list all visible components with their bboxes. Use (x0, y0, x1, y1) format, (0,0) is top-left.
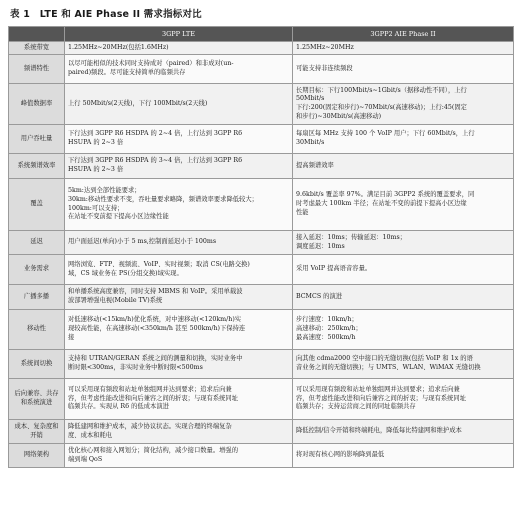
aie-cell (293, 444, 514, 468)
row-label: 网络架构 (9, 444, 65, 468)
lte-cell (65, 179, 293, 231)
aie-cell (293, 310, 514, 350)
lte-cell-line: 5km:达到全部性能要求； (68, 187, 141, 195)
aie-cell (293, 42, 514, 55)
lte-cell-line: 网络浏览、FTP、视频流、VoIP、实时视频；取消 CS(电路交换) (68, 260, 250, 268)
lte-cell-line: 用户面延迟(单向)小于 5 ms,控制面延迟小于 100ms (68, 238, 217, 246)
aie-cell-line: 9.6kbit/s 覆盖率 97%。满足目前 3GPP2 系统的覆盖要求，同 (296, 191, 475, 199)
aie-cell-line: 下行:200(固定和步行)~70Mbit/s(高速移动)；上行:45(固定 (296, 104, 467, 111)
table-row (9, 125, 514, 154)
aie-cell-line: 长期目标：下行100Mbit/s~1Gbit/s（据移动性不同），上行 (296, 86, 467, 94)
lte-cell-line: 支持和 UTRAN/GERAN 系统之间的测量和切换，实时业务中 (68, 355, 243, 363)
table-row (9, 42, 514, 55)
row-label: 频谱特性 (9, 55, 65, 84)
lte-cell-line: paired)频段。尽可能支持简单的临频共存 (68, 69, 186, 76)
row-label: 覆盖 (9, 179, 65, 231)
lte-cell-line: 可以采用现有频段和站址单独组网并达到要求；追求后向兼 (68, 385, 232, 393)
lte-cell-line: 优化核心网和接入网划分；简化结构，减少接口数量。增强的 (68, 446, 239, 454)
row-label: 系统频谱效率 (9, 154, 65, 179)
table-row (9, 84, 514, 125)
lte-cell-line: 30km:移动性要求不变，吞吐量要求略降，频谱效率要求降低较大； (68, 195, 258, 203)
aie-cell-line: 和步行)~30Mbit/s(高速移动) (296, 112, 382, 120)
table-row (9, 444, 514, 468)
lte-cell-line: 1.25MHz~20MHz(包括1.6MHz) (68, 43, 169, 51)
table-header-row (9, 27, 514, 42)
aie-cell-line: 将对现有核心网的影响降到最低 (296, 451, 385, 459)
table-row (9, 231, 514, 255)
aie-cell-line: 提高频谱效率 (296, 161, 334, 169)
lte-cell (65, 285, 293, 310)
column-header-blank (9, 27, 65, 42)
row-label: 系统带宽 (9, 42, 65, 55)
aie-cell (293, 379, 514, 420)
aie-cell-line: 降低控制/信令开销和终端耗电，降低每比特建网和维护成本 (296, 427, 462, 435)
lte-cell-line: 100km:可以支持； (68, 204, 124, 212)
column-header-aie: 3GPP2 AIE Phase II (293, 27, 514, 42)
aie-cell-line: BCMCS 的演进 (296, 292, 343, 300)
row-label: 用户吞吐量 (9, 125, 65, 154)
lte-cell-line: 和单播系统高度兼容，同时支持 MBMS 和 VoIP。采用单载波 (68, 288, 243, 296)
lte-cell (65, 154, 293, 179)
aie-cell-line: 50Mbit/s (296, 95, 325, 103)
aie-cell-line: 接入延迟：10ms；传输延迟：10ms； (296, 233, 406, 241)
aie-cell (293, 420, 514, 444)
table-row (9, 55, 514, 84)
table-caption: 表 1 LTE 和 AIE Phase II 需求指标对比 (10, 9, 202, 20)
row-label: 延迟 (9, 231, 65, 255)
lte-cell (65, 420, 293, 444)
row-label: 系统间切换 (9, 350, 65, 379)
aie-cell-line: 容，但考虑性能改进和向后兼容之间的折衷；与现有系统同址 (296, 394, 467, 402)
row-label: 移动性 (9, 310, 65, 350)
aie-cell-line: 30Mbit/s (296, 139, 325, 146)
lte-cell-line: 下行达到 3GPP R6 HSDPA 的 2~4 倍，上行达到 3GPP R6 (68, 130, 243, 138)
lte-cell-line: 度、成本和耗电 (68, 431, 113, 439)
comparison-table (8, 26, 514, 468)
table-row (9, 420, 514, 444)
aie-cell (293, 350, 514, 379)
aie-cell-line: 最高速度：500km/h (296, 333, 356, 341)
lte-cell (65, 42, 293, 55)
lte-cell-line: 下行达到 3GPP R6 HSDPA 的 3~4 倍，上行达到 3GPP R6 (68, 157, 243, 165)
aie-cell-line: 向其他 cdma2000 空中接口的无缝切换(包括 VoIP 和 1x 的语 (296, 355, 473, 363)
aie-cell-line: 高速移动：250km/h； (296, 325, 362, 333)
table-row (9, 350, 514, 379)
table-row (9, 379, 514, 420)
lte-cell (65, 125, 293, 154)
aie-cell (293, 231, 514, 255)
aie-cell-line: 临频共存；支持运营商之间的同址临频共存 (296, 403, 416, 411)
aie-cell (293, 285, 514, 310)
aie-cell (293, 255, 514, 285)
lte-cell-line: 域，CS 域业务在 PS(分组交换)域实现。 (68, 269, 183, 277)
row-label: 后向兼容、共存和系统演进 (9, 379, 65, 420)
aie-cell (293, 84, 514, 125)
row-label: 成本、复杂度和开销 (9, 420, 65, 444)
table-row (9, 154, 514, 179)
aie-cell-line: 可能支持非连续频段 (296, 64, 353, 72)
aie-cell-line: 每扇区每 MHz 支持 100 个 VoIP 用户；下行 60Mbit/s，上行 (296, 130, 475, 138)
lte-cell-line: 容，但考虑性能改进和向后兼容之间的折衷；与现有系统同址 (68, 394, 239, 402)
lte-cell-line: 上行 50Mbit/s(2天线)，下行 100Mbit/s(2天线) (68, 99, 208, 107)
aie-cell-line: 音业务之间的无缝切换)；与 UMTS、WLAN、WiMAX 无缝切换 (296, 364, 481, 371)
table-body (9, 42, 514, 468)
lte-cell (65, 310, 293, 350)
aie-cell (293, 125, 514, 154)
aie-cell (293, 154, 514, 179)
row-label: 峰值数据率 (9, 84, 65, 125)
lte-cell-line: 接 (68, 333, 75, 341)
lte-cell-line: 现较高性能，在高速移动(<350km/h 甚至 500km/h)下保持连 (68, 325, 246, 333)
aie-cell-line: 采用 VoIP 提高语音容量。 (296, 265, 372, 273)
lte-cell (65, 350, 293, 379)
aie-cell (293, 55, 514, 84)
table-row (9, 285, 514, 310)
lte-cell (65, 444, 293, 468)
lte-cell (65, 255, 293, 285)
lte-cell (65, 231, 293, 255)
lte-cell-line: HSUPA 的 2~3 倍 (68, 139, 124, 146)
lte-cell-line: 端到端 QoS (68, 455, 103, 463)
aie-cell-line: 可以采用现有频段和站址单独组网并达到要求；追求后向兼 (296, 385, 460, 393)
aie-cell (293, 179, 514, 231)
lte-cell-line: 对低速移动(<15km/h)优化系统，对中速移动(<120km/h)实 (68, 316, 242, 324)
lte-cell-line: 断时限<300ms，非实时业务中断时限<500ms (68, 364, 203, 371)
row-label: 广播多播 (9, 285, 65, 310)
aie-cell-line: 调度延迟：10ms (296, 242, 345, 250)
table-row (9, 255, 514, 285)
aie-cell-line: 性能 (296, 208, 309, 216)
lte-cell-line: 以尽可能相似的技术同时支持成对（paired）和非成对(un- (68, 60, 234, 68)
table-row (9, 179, 514, 231)
aie-cell-line: 时考虑最大 100km 半径；在站址不变的前提下提高小区边缘 (296, 200, 467, 208)
column-header-lte: 3GPP LTE (65, 27, 293, 42)
row-label: 业务需求 (9, 255, 65, 285)
table-row (9, 310, 514, 350)
lte-cell (65, 379, 293, 420)
lte-cell-line: 波部署增强电视(Mobile TV)系统 (68, 297, 163, 304)
lte-cell (65, 55, 293, 84)
lte-cell-line: 临频共存。实现从 R6 的低成本演进 (68, 403, 169, 411)
lte-cell-line: 降低建网和维护成本，减少协议状态。实现合理的终端复杂 (68, 422, 232, 430)
aie-cell-line: 步行速度：10km/h； (296, 316, 358, 324)
lte-cell (65, 84, 293, 125)
lte-cell-line: 在站址不变前提下提高小区边缘性能 (68, 213, 169, 221)
lte-cell-line: HSUPA 的 2~3 倍 (68, 166, 124, 173)
aie-cell-line: 1.25MHz~20MHz (296, 43, 354, 51)
